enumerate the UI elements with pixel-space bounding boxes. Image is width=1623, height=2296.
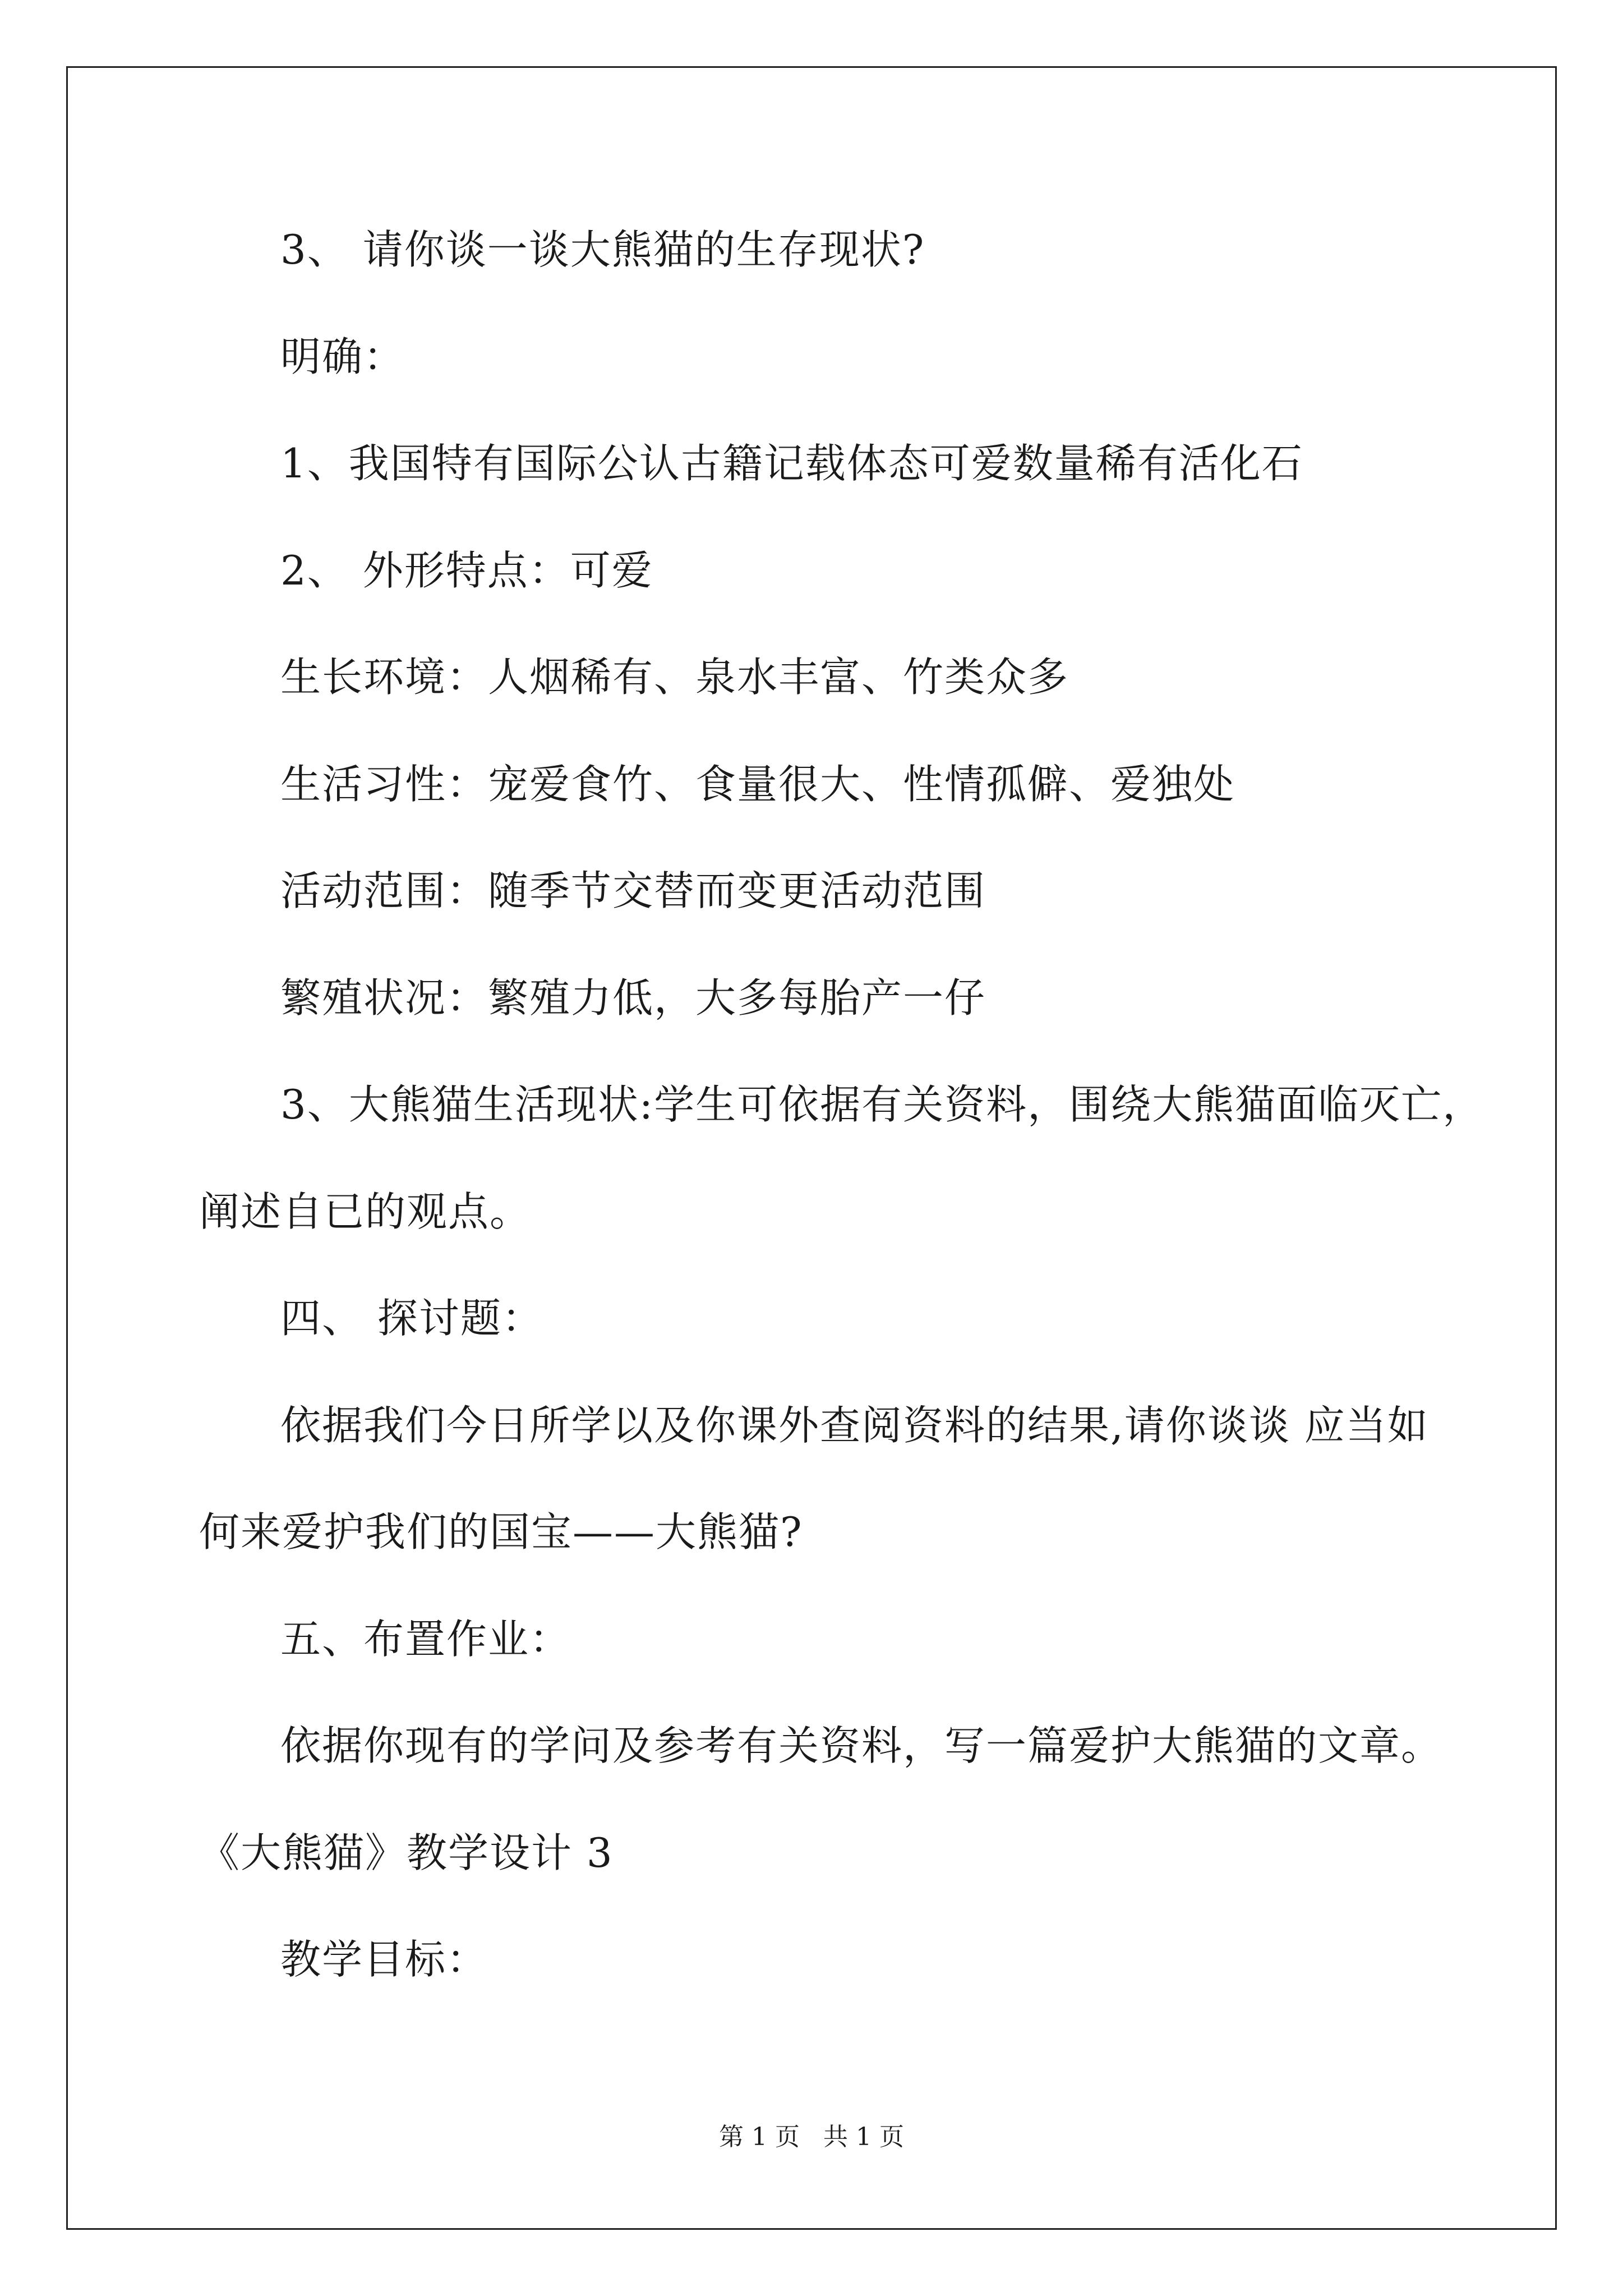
page-border (66, 66, 1557, 2230)
section-4-heading: 四、 探讨题： (280, 1295, 543, 1342)
habits-line: 生活习性：宠爱食竹、食量很大、性情孤僻、爱独处 (280, 761, 1235, 808)
design-3-title: 《大熊猫》教学设计 3 (199, 1829, 614, 1876)
answer-3-line: 3、大熊猫生活现状:学生可依据有关资料，围绕大熊猫面临灭亡， (280, 1081, 1484, 1128)
section-5-heading: 五、布置作业： (280, 1616, 571, 1663)
answer-2-line: 2、 外形特点：可爱 (280, 547, 653, 594)
discussion-line: 依据我们今日所学以及你课外查阅资料的结果,请你谈谈 应当如 (280, 1402, 1429, 1449)
answer-heading: 明确： (280, 333, 405, 380)
discussion-continuation: 何来爱护我们的国宝——大熊猫? (199, 1508, 803, 1556)
homework-line: 依据你现有的学问及参考有关资料，写一篇爱护大熊猫的文章。 (280, 1722, 1443, 1769)
page-footer: 第 1 页 共 1 页 (719, 2123, 904, 2151)
teaching-goals-heading: 教学目标： (280, 1936, 488, 1983)
breeding-line: 繁殖状况：繁殖力低，大多每胎产一仔 (280, 974, 986, 1022)
question-3-line: 3、 请你谈一谈大熊猫的生存现状? (280, 226, 925, 273)
answer-1-line: 1、我国特有国际公认古籍记载体态可爱数量稀有活化石 (280, 440, 1303, 487)
range-line: 活动范围：随季节交替而变更活动范围 (280, 867, 986, 914)
habitat-line: 生长环境：人烟稀有、泉水丰富、竹类众多 (280, 654, 1069, 701)
answer-3-continuation: 阐述自已的观点。 (199, 1188, 532, 1235)
